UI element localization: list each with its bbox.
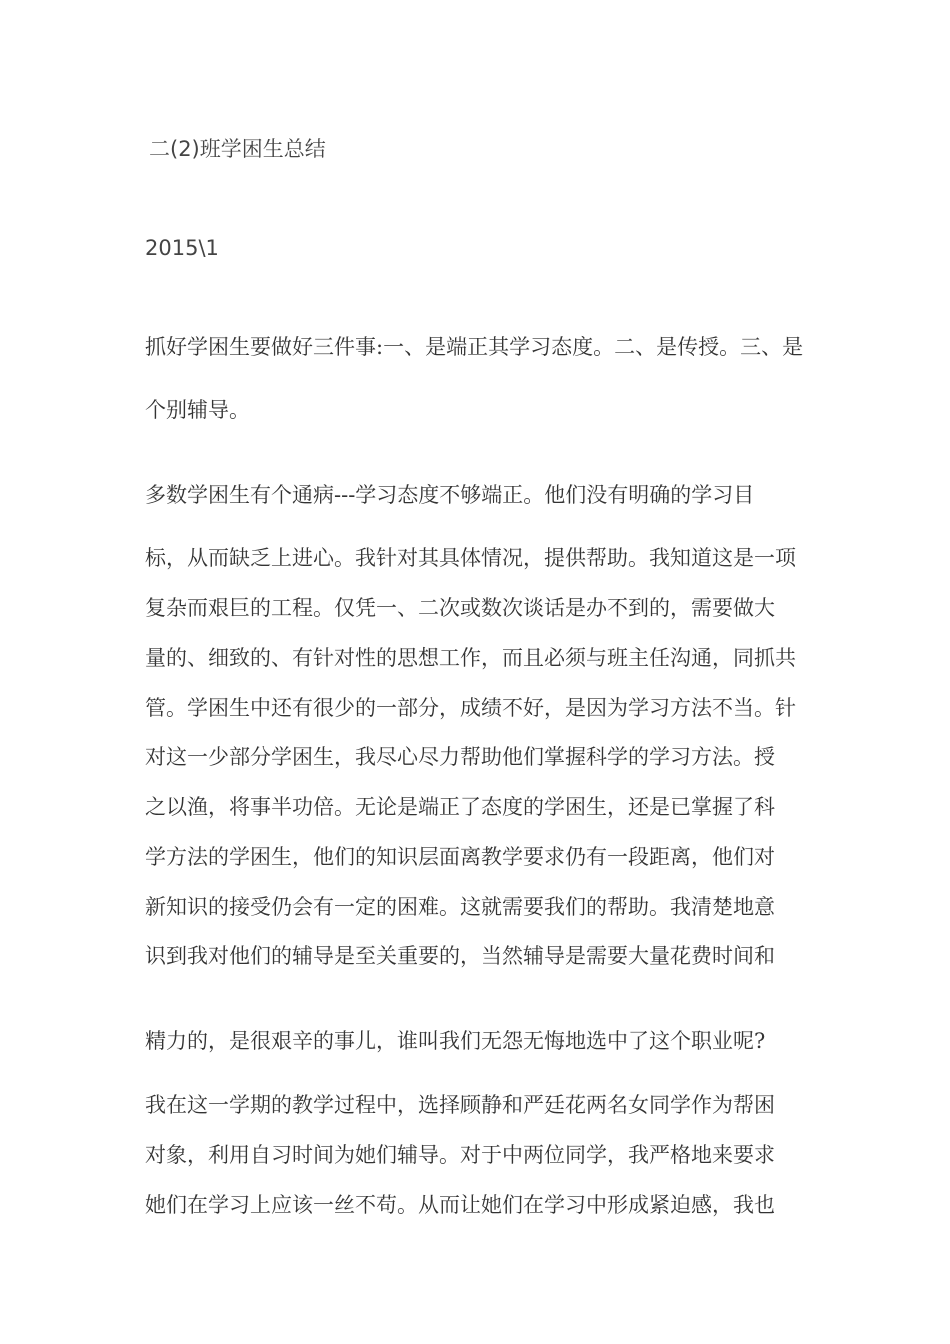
paragraph-line: 量的、细致的、有针对性的思想工作，而且必须与班主任沟通，同抓共 [145,646,796,670]
paragraph-line: 她们在学习上应该一丝不苟。从而让她们在学习中形成紧迫感，我也 [145,1193,775,1217]
document-title: 二(2)班学困生总结 [149,137,326,161]
paragraph-line: 对象，利用自习时间为她们辅导。对于中两位同学，我严格地来要求 [145,1143,775,1167]
paragraph-line: 多数学困生有个通病---学习态度不够端正。他们没有明确的学习目 [145,483,755,507]
paragraph-line: 复杂而艰巨的工程。仅凭一、二次或数次谈话是办不到的，需要做大 [145,596,775,620]
paragraph-line: 精力的，是很艰辛的事儿，谁叫我们无怨无悔地选中了这个职业呢? [145,1029,766,1053]
paragraph-line: 学方法的学困生，他们的知识层面离教学要求仍有一段距离，他们对 [145,845,775,869]
paragraph-line: 新知识的接受仍会有一定的困难。这就需要我们的帮助。我清楚地意 [145,895,775,919]
paragraph-line: 之以渔，将事半功倍。无论是端正了态度的学困生，还是已掌握了科 [145,795,775,819]
paragraph-line: 对这一少部分学困生，我尽心尽力帮助他们掌握科学的学习方法。授 [145,745,775,769]
paragraph-line: 标，从而缺乏上进心。我针对其具体情况，提供帮助。我知道这是一项 [145,546,796,570]
paragraph-line: 个别辅导。 [145,398,250,422]
paragraph-line: 管。学困生中还有很少的一部分，成绩不好，是因为学习方法不当。针 [145,696,796,720]
paragraph-line: 我在这一学期的教学过程中，选择顾静和严廷花两名女同学作为帮困 [145,1093,775,1117]
paragraph-line: 识到我对他们的辅导是至关重要的，当然辅导是需要大量花费时间和 [145,944,775,968]
document-date: 2015\1 [145,236,219,260]
paragraph-line: 抓好学困生要做好三件事:一、是端正其学习态度。二、是传授。三、是 [145,335,804,359]
